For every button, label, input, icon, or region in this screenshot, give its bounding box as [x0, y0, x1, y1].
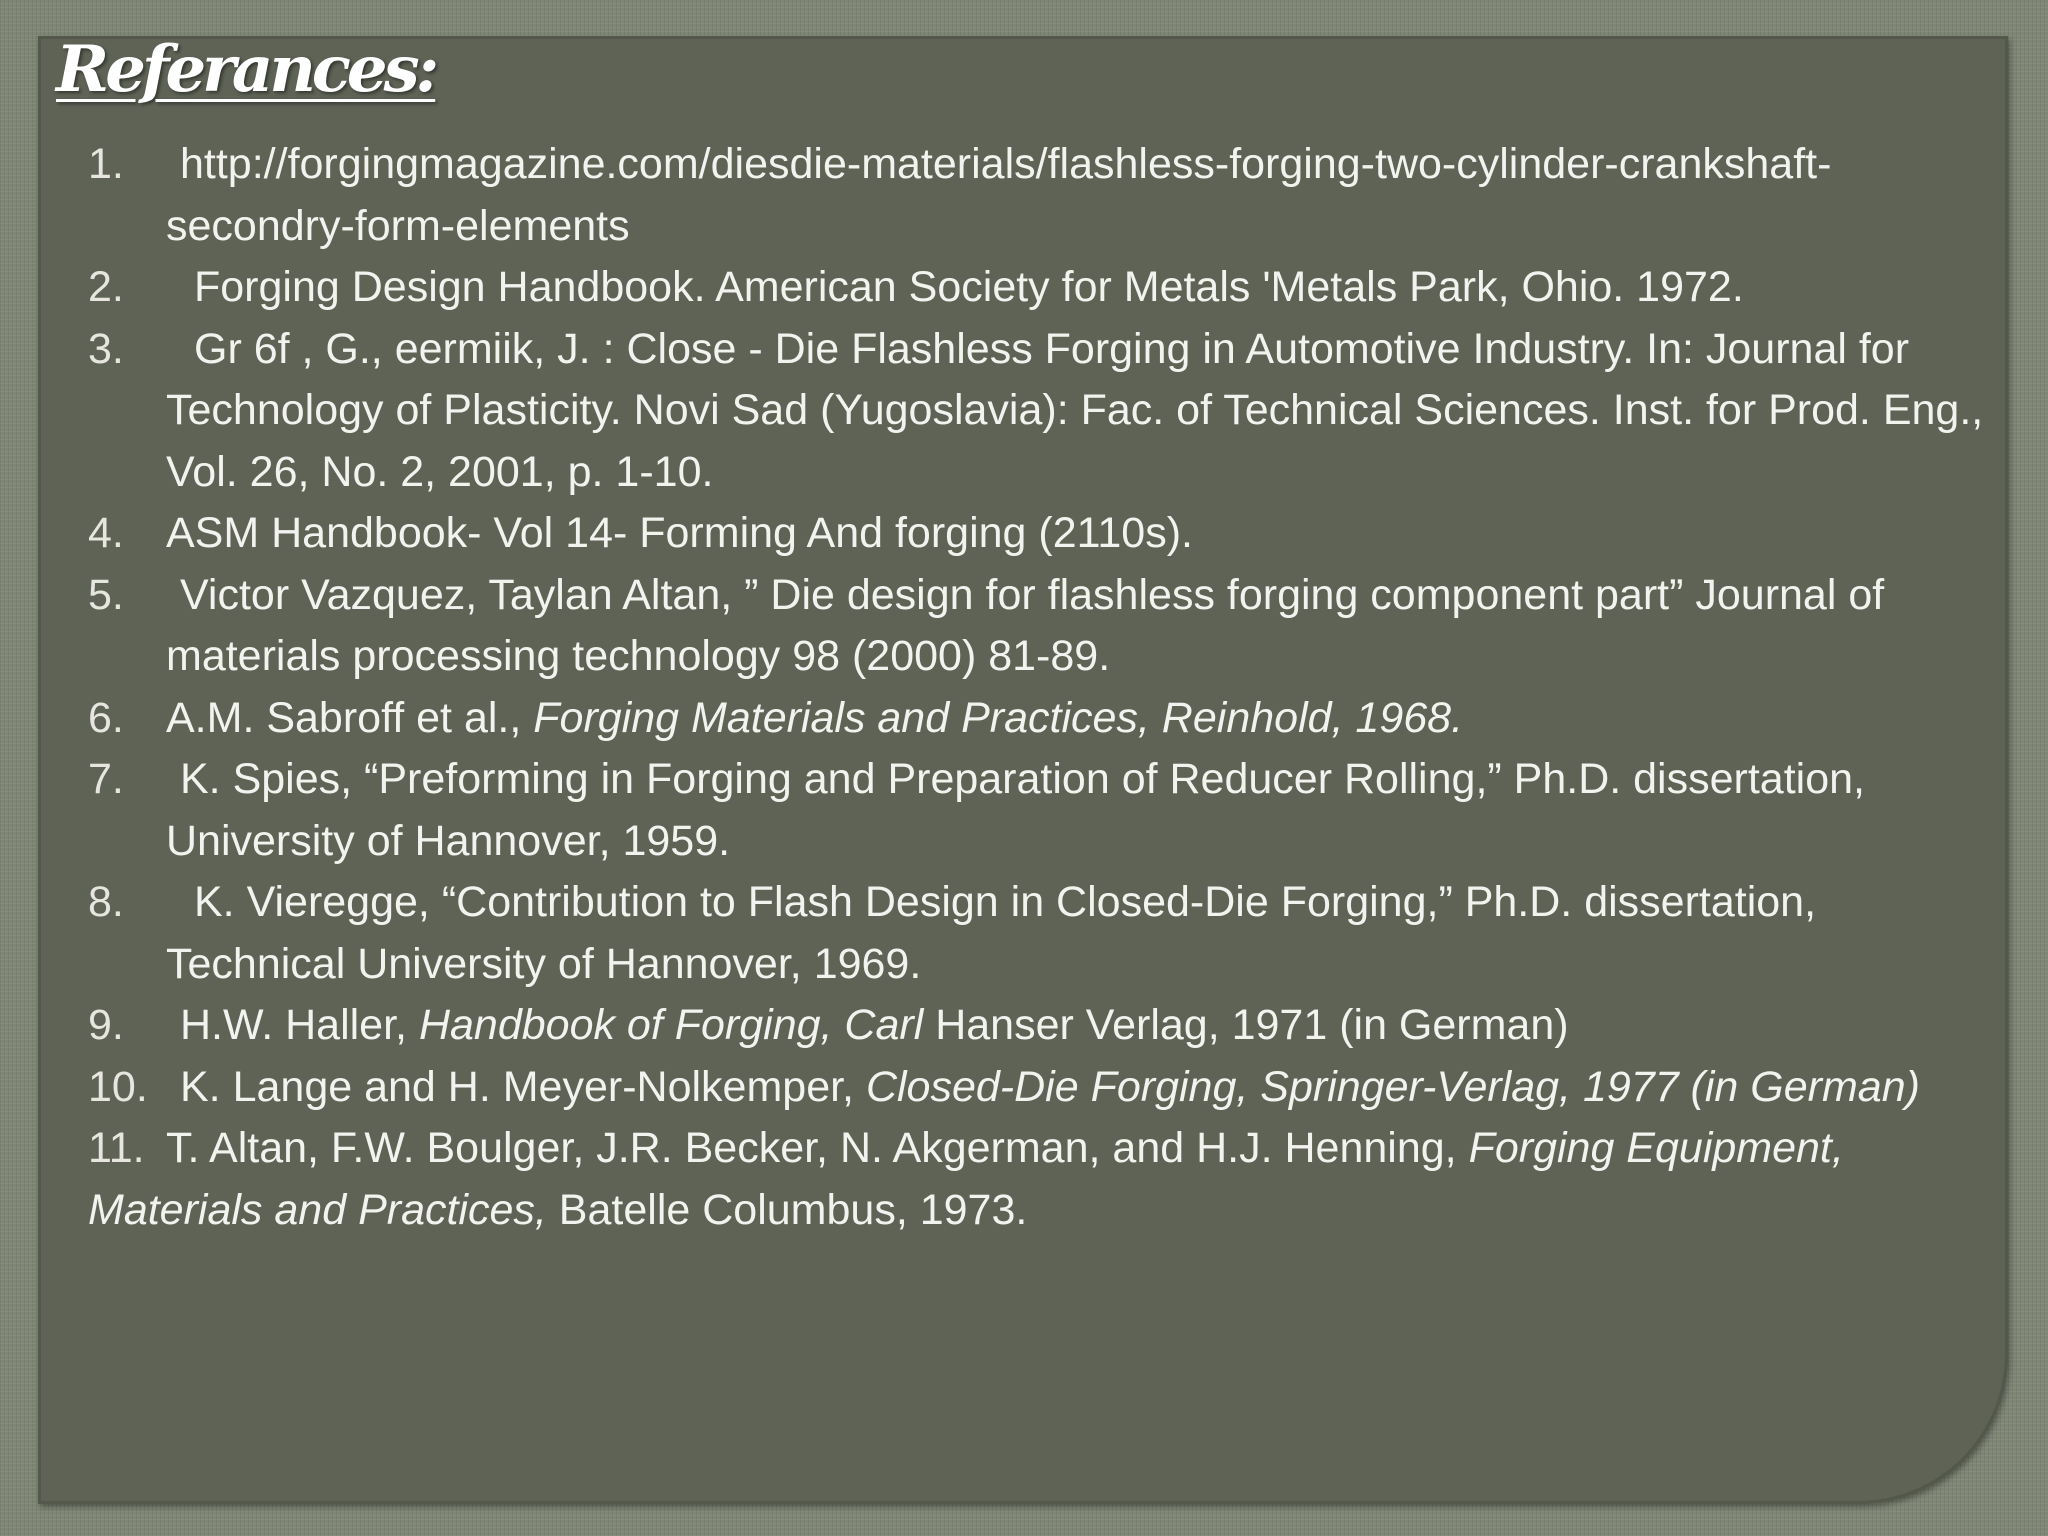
- reference-item-7: [88, 749, 1988, 872]
- reference-item-8: [88, 872, 1988, 995]
- reference-text: K. Spies, “Preforming in Forging and Preparation of Reducer Rolling,” Ph.D. dissertation, University of Hannover, 1959.: [166, 755, 1865, 865]
- reference-text: Forging Design Handbook. American Society for Metals 'Metals Park, Ohio. 1972.: [194, 263, 1744, 311]
- reference-number: 11.: [88, 1124, 145, 1172]
- reference-text: H.W. Haller,: [180, 1001, 419, 1049]
- reference-number: 2.: [88, 263, 124, 311]
- reference-number: 8.: [88, 878, 124, 926]
- slide-title: Referances:: [56, 32, 436, 107]
- reference-italic-title: Handbook of Forging, Carl: [418, 1001, 924, 1049]
- reference-item-6: [88, 688, 1988, 750]
- reference-text: Gr 6f , G., eermiik, J. : Close - Die Flashless Forging in Automotive Industry. In: Journal for Technology of Plasticity. Novi Sad (Yugoslavia): Fac. of Technical Sciences. Inst. for Prod. Eng., Vol. 26, No. 2, 2001, p. 1-10.: [166, 324, 1984, 496]
- reference-item-1: [88, 134, 1988, 257]
- reference-list: [88, 134, 1988, 1241]
- reference-text: http://forgingmagazine.com/diesdie-materials/flashless-forging-two-cylinder-crankshaft-secondry-form-elements: [166, 140, 1832, 250]
- reference-item-5: [88, 565, 1988, 688]
- reference-item-10: [88, 1057, 1988, 1119]
- reference-item-9: [88, 995, 1988, 1057]
- reference-number: 4.: [88, 509, 124, 557]
- reference-number: 1.: [88, 140, 124, 188]
- reference-text: K. Vieregge, “Contribution to Flash Design in Closed-Die Forging,” Ph.D. dissertation, Technical University of Hannover, 1969.: [166, 878, 1817, 988]
- reference-number: 6.: [88, 693, 124, 742]
- reference-text: T. Altan, F.W. Boulger, J.R. Becker, N. Akgerman, and H.J. Henning,: [166, 1124, 1469, 1172]
- reference-text: K. Lange and H. Meyer-Nolkemper,: [180, 1062, 866, 1111]
- reference-text-after: Hanser Verlag, 1971 (in German): [923, 1001, 1569, 1049]
- reference-number: 7.: [88, 755, 124, 803]
- reference-text: A.M. Sabroff et al.,: [166, 693, 534, 742]
- reference-item-2: [88, 257, 1988, 319]
- reference-text-after: Batelle Columbus, 1973.: [546, 1185, 1028, 1234]
- reference-italic-title: Forging Materials and Practices, Reinhold, 1968.: [533, 693, 1464, 742]
- reference-italic-title: Closed-Die Forging, Springer-Verlag, 1977 (in German): [865, 1062, 1920, 1111]
- reference-number: 10.: [88, 1062, 148, 1111]
- reference-italic-title: Forging Equipment, Materials and Practices,: [88, 1124, 1844, 1234]
- reference-number: 3.: [88, 324, 124, 373]
- reference-text: Victor Vazquez, Taylan Altan, ” Die design for flashless forging component part” Journal of materials processing technology 98 (2000) 81-89.: [166, 570, 1885, 680]
- reference-number: 5.: [88, 570, 124, 619]
- reference-item-11: [88, 1118, 1988, 1241]
- reference-text: ASM Handbook- Vol 14- Forming And forging (2110s).: [166, 509, 1193, 557]
- reference-number: 9.: [88, 1001, 124, 1049]
- reference-item-4: [88, 503, 1988, 565]
- reference-item-3: [88, 319, 1988, 504]
